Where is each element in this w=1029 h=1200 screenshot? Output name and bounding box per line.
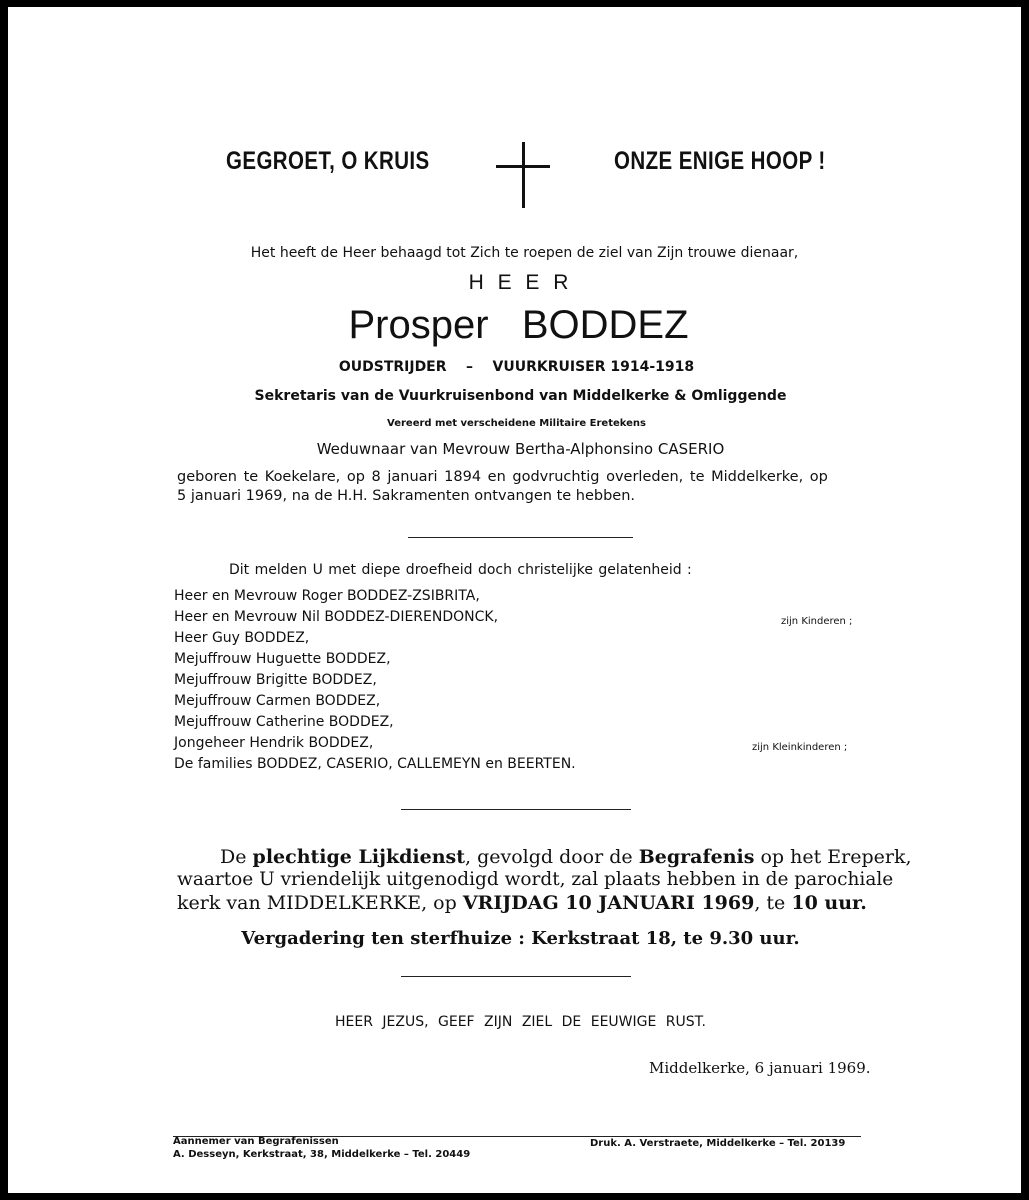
service-line-3	[177, 892, 867, 914]
service-text: op het Ereperk,	[754, 846, 912, 868]
family-line: Mejuffrouw Huguette BODDEZ,	[174, 651, 391, 667]
grandchildren-note: zijn Kleinkinderen ;	[752, 742, 848, 753]
family-line: Mejuffrouw Catherine BODDEZ,	[174, 714, 394, 730]
service-begrafenis: Begrafenis	[638, 846, 755, 868]
announce-text: Dit melden U met diepe droefheid doch christelijke gelatenheid :	[229, 562, 692, 578]
service-text: kerk van MIDDELKERKE, op	[177, 892, 463, 914]
family-line: Heer en Mevrouw Nil BODDEZ-DIERENDONCK,	[174, 609, 499, 625]
family-line: Mejuffrouw Brigitte BODDEZ,	[174, 672, 377, 688]
divider-2	[401, 809, 631, 810]
meeting-line: Vergadering ten sterfhuize : Kerkstraat 18, te 9.30 uur.	[241, 928, 800, 949]
children-note: zijn Kinderen ;	[781, 616, 853, 627]
roles-line	[10, 359, 1023, 375]
header-right: ONZE ENIGE HOOP !	[614, 147, 826, 175]
prayer-line: HEER JEZUS, GEEF ZIJN ZIEL DE EEUWIGE RUST.	[335, 1014, 706, 1030]
birth-line-1: geboren te Koekelare, op 8 januari 1894 en godvruchtig overleden, te Middelkerke, op	[177, 469, 828, 485]
family-line: Mejuffrouw Carmen BODDEZ,	[174, 693, 381, 709]
divider-1	[408, 537, 633, 538]
role-dash: –	[466, 359, 474, 375]
family-line: Heer Guy BODDEZ,	[174, 630, 310, 646]
footer-undertaker-address: A. Desseyn, Kerkstraat, 38, Middelkerke – Tel. 20449	[173, 1149, 471, 1160]
family-line: Jongeheer Hendrik BODDEZ,	[174, 735, 374, 751]
service-line-2: waartoe U vriendelijk uitgenodigd wordt, zal plaats hebben in de parochiale	[177, 869, 894, 890]
deceased-name	[12, 303, 1025, 348]
secretary-line: Sekretaris van de Vuurkruisenbond van Middelkerke & Omliggende	[254, 388, 787, 404]
service-text: De	[220, 846, 253, 868]
last-name: BODDEZ	[521, 303, 689, 347]
title-heer: H E E R	[468, 271, 573, 294]
footer-printer: Druk. A. Verstraete, Middelkerke – Tel. 20139	[590, 1138, 846, 1149]
role-vuurkruiser: VUURKRUISER 1914-1918	[492, 359, 695, 375]
service-line-1	[220, 846, 912, 868]
service-text: , te	[754, 892, 792, 914]
birth-line-2: 5 januari 1969, na de H.H. Sakramenten ontvangen te hebben.	[177, 488, 636, 504]
service-text: , gevolgd door de	[464, 846, 639, 868]
family-line: De families BODDEZ, CASERIO, CALLEMEYN en BEERTEN.	[174, 756, 576, 772]
cross-icon	[496, 142, 550, 208]
header-left: GEGROET, O KRUIS	[226, 147, 430, 175]
divider-3	[401, 976, 631, 977]
service-date: VRIJDAG 10 JANUARI 1969	[462, 892, 755, 914]
family-line: Heer en Mevrouw Roger BODDEZ-ZSIBRITA,	[174, 588, 480, 604]
place-date: Middelkerke, 6 januari 1969.	[649, 1059, 871, 1077]
footer-undertaker-title: Aannemer van Begrafenissen	[173, 1136, 339, 1147]
intro-text: Het heeft de Heer behaagd tot Zich te roepen de ziel van Zijn trouwe dienaar,	[250, 245, 799, 261]
honors-line: Vereerd met verscheidene Militaire Eretekens	[387, 418, 646, 429]
role-veteran: OUDSTRIJDER	[338, 359, 447, 375]
service-lijkdienst: plechtige Lijkdienst	[252, 846, 465, 868]
memorial-card	[8, 7, 1021, 1193]
widower-line: Weduwnaar van Mevrouw Bertha-Alphonsino CASERIO	[316, 440, 725, 458]
first-name: Prosper	[348, 303, 489, 347]
service-time: 10 uur.	[791, 892, 867, 914]
